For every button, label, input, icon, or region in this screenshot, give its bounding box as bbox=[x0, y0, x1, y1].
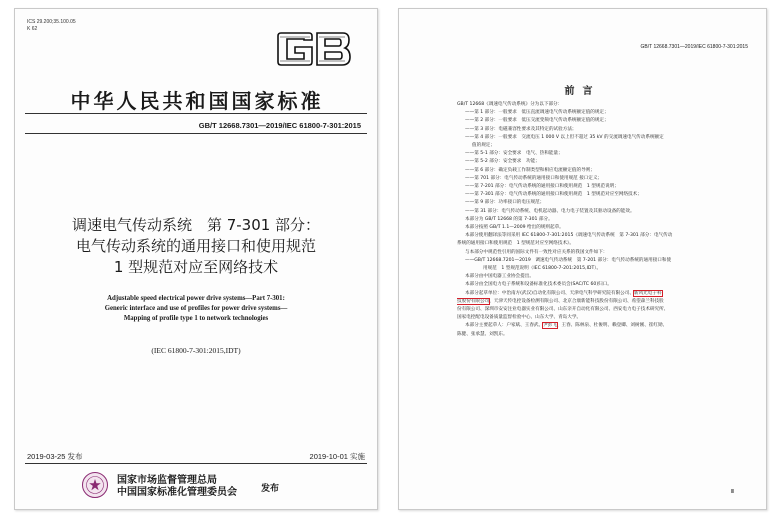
classification-codes bbox=[27, 19, 76, 33]
iec-equivalence: (IEC 61800-7-301:2015,IDT) bbox=[151, 346, 241, 355]
preface-body bbox=[457, 101, 753, 339]
preface-line: ——第 5-2 部分：安全要求 功能； bbox=[465, 159, 540, 165]
preface-line: 本部分由中国电器工业协会提出。 bbox=[465, 274, 534, 280]
chinese-title-line: 调速电气传动系统 第 7-301 部分： bbox=[71, 216, 321, 234]
chinese-title bbox=[25, 215, 367, 278]
issuing-authorities bbox=[117, 475, 237, 499]
page-number: Ⅲ bbox=[730, 489, 734, 495]
page-header-standard-number: GB/T 12668.7301—2019/IEC 61800-7-301:2015 bbox=[640, 44, 748, 50]
drafting-units-line bbox=[457, 290, 753, 298]
gb-logo-icon bbox=[275, 29, 353, 69]
issue-label: 发布 bbox=[261, 484, 280, 494]
drafters-line: 陈健、张承慧、刘凯东。 bbox=[457, 331, 508, 337]
issuer-line: 国家市场监督管理总局 bbox=[117, 475, 217, 486]
text-span: 本部分起草单位：中治南方(武汉)自动化有限公司、天津电气科学研究院有限公司、 bbox=[465, 290, 634, 296]
standard-number: GB/T 12668.7301—2019/IEC 61800-7-301:2015 bbox=[198, 121, 361, 130]
preface-line: 本部分按照 GB/T 1.1—2009 给出的规则起草。 bbox=[465, 225, 564, 231]
preface-line: ——第 7-301 部分：电气传动系统的通用接口和使用规范 1 型规范对应至网络技术； bbox=[465, 192, 642, 198]
divider bbox=[25, 463, 367, 464]
drafters-line bbox=[457, 322, 753, 330]
text-span: 本部分主要起草人：户家斌、王春武、 bbox=[465, 323, 544, 329]
preface-line: 本部分由全国电力电子系统和设备标准化技术委员会(SAC/TC 60)归口。 bbox=[465, 282, 612, 288]
national-seal-icon bbox=[81, 471, 109, 499]
preface-line: ——第 701 部分：电气传动系统的通用接口和使用规范 接口定义； bbox=[465, 175, 603, 181]
drafting-units-line bbox=[457, 298, 753, 306]
english-title-line: Mapping of profile type 1 to network technologies bbox=[123, 315, 269, 322]
preface-title: 前言 bbox=[564, 86, 601, 97]
preface-line: 本部分使用翻译法等同采用 IEC 61800-7-301:2015《调速电气传动系统 第 7-301 部分：电气传动 bbox=[465, 233, 673, 239]
effective-date: 2019-10-01 实施 bbox=[309, 452, 365, 461]
drafting-units-line: 国家电控配电设备质量监督检验中心、山东大学、青岛大学。 bbox=[457, 315, 582, 321]
release-date: 2019-03-25 发布 bbox=[27, 452, 83, 461]
issuer-line: 中国国家标准化管理委员会 bbox=[117, 487, 237, 498]
cover-page bbox=[14, 8, 378, 510]
country-standard-title: 中华人民共和国国家标准 bbox=[70, 89, 324, 113]
preface-line: ——第 5-1 部分：安全要求 电气、热和能量； bbox=[465, 151, 563, 157]
divider bbox=[25, 113, 367, 114]
preface-line: 值的规定； bbox=[472, 143, 495, 149]
preface-page bbox=[398, 8, 767, 510]
divider bbox=[25, 133, 367, 134]
highlighted-company: 新风光电子科 bbox=[633, 290, 662, 296]
english-title-line: Adjustable speed electrical power drive systems—Part 7-301: bbox=[107, 295, 285, 302]
ccs-code: K 62 bbox=[27, 26, 38, 32]
preface-line: ——第 4 部分：一般要求 交流电压 1 000 V 以上但不超过 35 kV 的交流调速电气传动系统额定 bbox=[465, 134, 664, 140]
highlighted-person: 尹彭飞 bbox=[543, 323, 557, 329]
preface-line: 本部分为 GB/T 12668 的第 7-301 部分。 bbox=[465, 216, 553, 222]
english-title-line: Generic interface and use of profiles for power drive systems— bbox=[104, 305, 288, 312]
preface-line: ——第 6 部分：确定负载工作制类型和相应电流额定值的导则； bbox=[465, 167, 595, 173]
chinese-title-line: 1 型规范对应至网络技术 bbox=[113, 258, 279, 276]
preface-line: ——第 3 部分：电磁兼容性要求及其特定的试验方法； bbox=[465, 126, 577, 132]
drafting-units-line: 份有限公司、深圳市安安注业电器实业有限公司、山东亲开自动化有限公司、西安电力电子技术研究所、 bbox=[457, 307, 669, 313]
preface-line: ——第 9 部分：功率接口的电压规范； bbox=[465, 200, 545, 206]
preface-line: 系统的通用接口和使用规范 1 型规范对应至网络技术》。 bbox=[457, 241, 574, 247]
preface-line: ——第 1 部分：一般要求 低压直流调速电气传动系统额定值的规定； bbox=[465, 110, 609, 116]
preface-line: ——第 2 部分：一般要求 低压交流变频电气传动系统额定值的规定； bbox=[465, 118, 609, 124]
preface-line: ——GB/T 12668.7201—2019 调速电气传动系统 第 7-201 部分：电气传动系统的通用接口和使 bbox=[465, 257, 672, 263]
text-span: 、天津天传电控设备检测有限公司、北京合康新能科技股份有限公司、希望森兰科技股 bbox=[489, 298, 664, 304]
ics-code: ICS 29.200;35.100.05 bbox=[27, 19, 76, 25]
preface-line: 与本部分中规范性引用的国际文件有一致性对应关系的我国文件如下： bbox=[465, 249, 608, 255]
highlighted-company: 技股份有限公司 bbox=[457, 298, 490, 304]
preface-line: ——第 31 部分：电气传动系统、电机起动器、电力电子装置及其驱动设备的能效。 bbox=[465, 208, 635, 214]
english-title bbox=[25, 294, 367, 324]
preface-lines bbox=[457, 101, 753, 290]
chinese-title-line: 电气传动系统的通用接口和使用规范 bbox=[75, 237, 316, 255]
text-span: 、王春、陈林泉、杜俊明、赖登卿、刘树刚、崔红勋、 bbox=[556, 323, 668, 329]
preface-line: GB/T 12668《调速电气传动系统》分为以下部分： bbox=[457, 102, 563, 107]
preface-line: 用规范 1 型规范说明（IEC 61800-7-201:2015,IDT）。 bbox=[483, 266, 602, 272]
preface-line: ——第 7-201 部分：电气传动系统的通用接口和使用规范 1 型规范说明； bbox=[465, 184, 619, 190]
